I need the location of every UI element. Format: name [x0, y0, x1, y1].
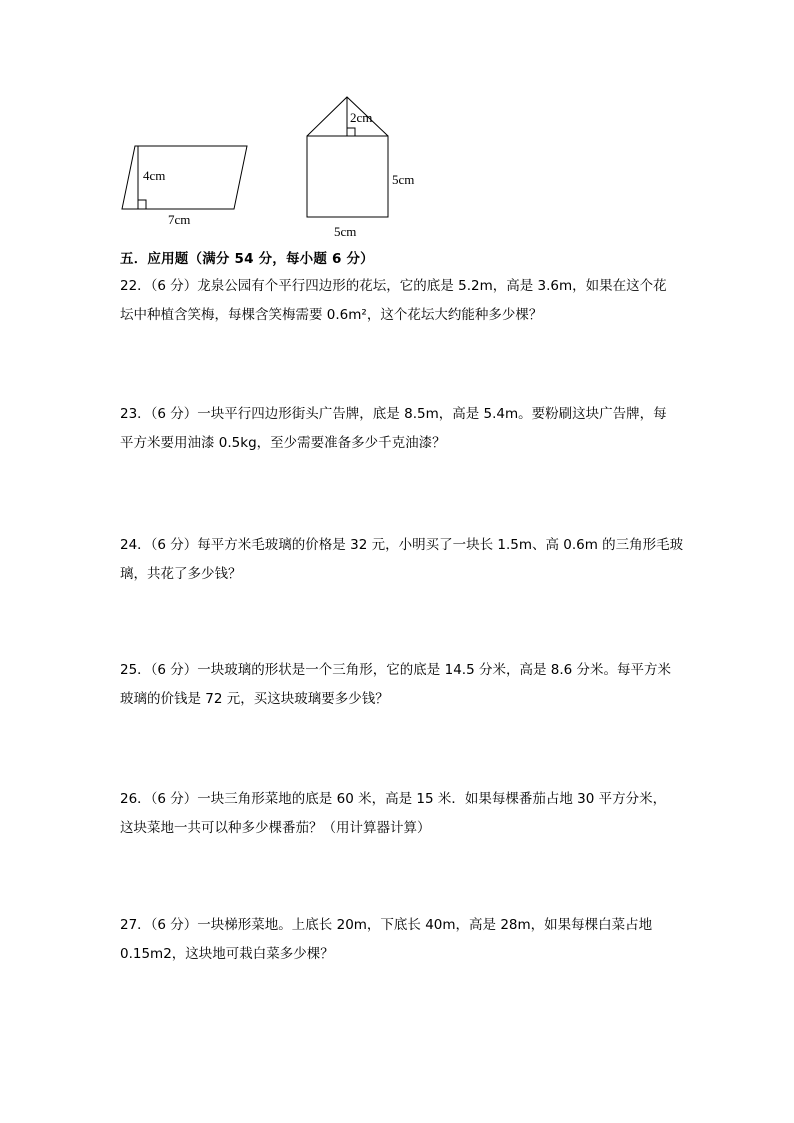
square-base-label: 5cm — [334, 224, 357, 239]
triangle-height-label: 2cm — [350, 110, 373, 125]
square-shape — [307, 136, 388, 217]
question-line: 璃，共花了多少钱？ — [120, 566, 242, 582]
question-line: 0.15m2，这块地可栽白菜多少棵？ — [120, 946, 334, 962]
parallelogram-figure — [122, 146, 247, 227]
question-26 — [120, 785, 680, 843]
question-27 — [120, 911, 680, 969]
question-23 — [120, 400, 680, 458]
parallelogram-height-label: 4cm — [143, 168, 166, 183]
house-figure — [307, 97, 414, 239]
right-angle-mark — [138, 200, 146, 209]
question-line: 25．（6 分）一块玻璃的形状是一个三角形，它的底是 14.5 分米，高是 8.6 分米。每平方米 — [120, 662, 672, 678]
question-22 — [120, 272, 680, 330]
triangle-right-angle-mark — [347, 128, 355, 136]
figures-area — [0, 0, 794, 250]
parallelogram-base-label: 7cm — [168, 212, 191, 227]
question-line: 这块菜地一共可以种多少棵番茄？（用计算器计算） — [120, 820, 431, 836]
section-title: 五．应用题（满分 54 分，每小题 6 分） — [120, 251, 374, 267]
question-line: 23．（6 分）一块平行四边形街头广告牌，底是 8.5m，高是 5.4m。要粉刷这块广告牌，每 — [120, 406, 667, 422]
question-25 — [120, 656, 680, 714]
question-line: 22．（6 分）龙泉公园有个平行四边形的花坛，它的底是 5.2m，高是 3.6m，如果在这个花 — [120, 278, 667, 294]
question-line: 24．（6 分）每平方米毛玻璃的价格是 32 元，小明买了一块长 1.5m、高 0.6m 的三角形毛玻 — [120, 537, 684, 553]
square-side-label: 5cm — [392, 172, 415, 187]
question-line: 坛中种植含笑梅，每棵含笑梅需要 0.6m²，这个花坛大约能种多少棵？ — [120, 307, 543, 323]
question-line: 27．（6 分）一块梯形菜地。上底长 20m，下底长 40m，高是 28m，如果每棵白菜占地 — [120, 917, 653, 933]
question-line: 平方米要用油漆 0.5kg，至少需要准备多少千克油漆？ — [120, 435, 446, 451]
question-24 — [120, 531, 684, 589]
question-line: 26．（6 分）一块三角形菜地的底是 60 米，高是 15 米．如果每棵番茄占地 30 平方分米， — [120, 791, 667, 807]
question-line: 玻璃的价钱是 72 元，买这块玻璃要多少钱？ — [120, 691, 389, 707]
